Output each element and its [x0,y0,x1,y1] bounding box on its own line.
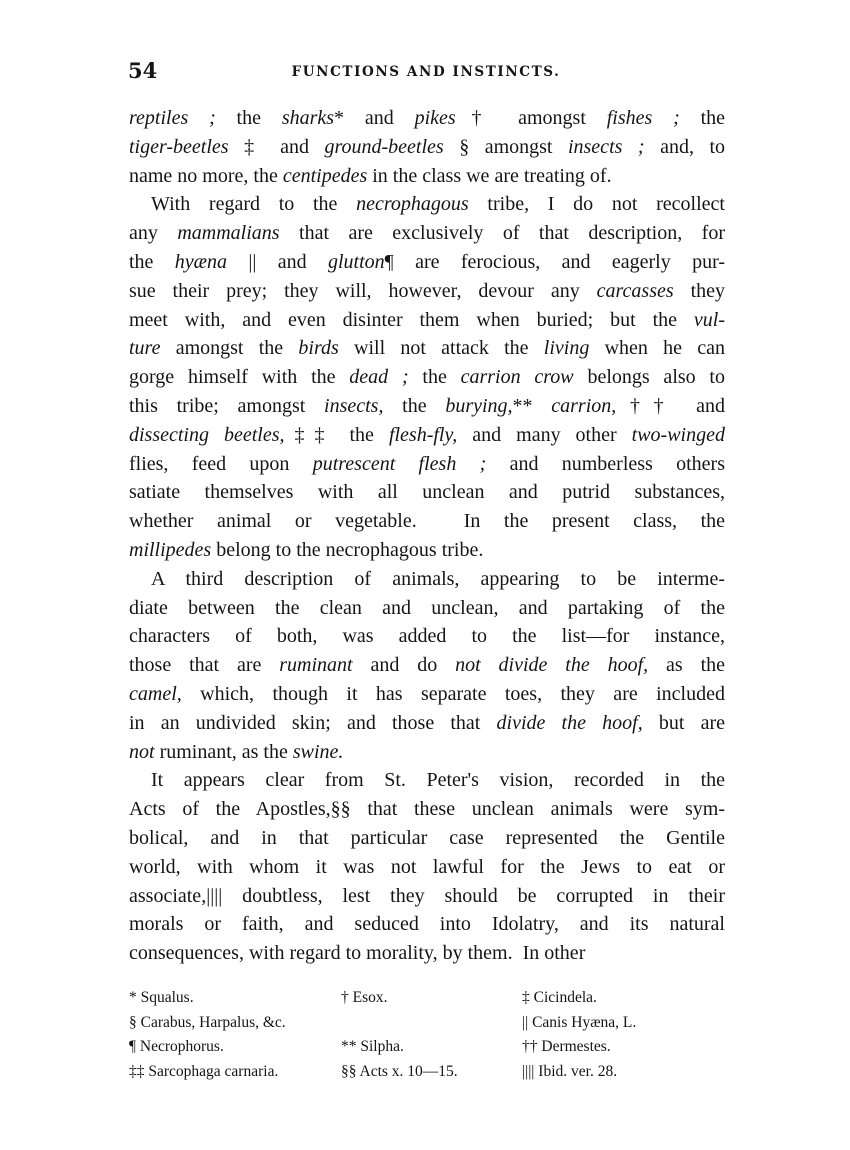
text-run: as the [648,654,725,677]
text-line [129,565,725,594]
italic-text: ruminant [279,654,353,677]
text-run: gorge himself with the [129,366,350,389]
text-run: meet with, and even disinter them when buried; but the [129,308,694,331]
text-run: ruminant, as the [154,740,293,763]
text-run: || and [227,250,328,273]
text-run: in an undivided skin; and those that [129,711,497,734]
italic-text: glutton [327,250,385,273]
footnote: |||| Ibid. ver. 28. [522,1062,618,1080]
italic-text: not divide the hoof, [455,654,649,677]
text-run: diate between the clean and unclean, and partaking of the [129,596,725,619]
italic-text: swine. [292,740,344,763]
text-run: It appears clear from St. Peter's vision, recorded in the [151,769,725,792]
italic-text: burying, [445,394,513,417]
footnote: † Esox. [341,989,388,1006]
text-run: name no more, the [129,164,283,187]
text-run: †† and [616,394,725,417]
footnote: ‡‡ Sarcophaga carnaria. [129,1062,279,1080]
text-line [129,162,725,191]
italic-text: pikes [414,107,456,129]
text-line [129,766,725,795]
footnotes [129,986,725,1084]
text-line [129,594,725,623]
text-line [129,306,725,335]
page-header [128,58,724,88]
italic-text: dissecting beetles, [129,423,285,446]
italic-text: ture [129,337,161,360]
text-run: flies, feed upon [129,452,313,475]
text-run: the [215,107,282,129]
text-run: when he can [589,337,725,360]
text-run: tribe, I do not recollect [468,193,725,216]
footnote: § Carabus, Harpalus, &c. [129,1013,286,1031]
text-run: the [383,394,446,417]
text-run: and, to [644,135,725,158]
text-line [129,363,725,392]
text-line [129,882,725,911]
footnote-row [129,1035,725,1060]
text-run: and many other [457,423,632,446]
footnote: ¶ Necrophorus. [129,1038,224,1055]
italic-text: mammalians [177,222,280,245]
text-line [129,536,725,565]
italic-text: ground-beetles [324,135,444,158]
text-run: they [673,279,726,302]
text-line [129,421,725,450]
text-line [129,680,725,709]
text-run: belong to the necrophagous tribe. [211,538,484,561]
text-run: those that are [129,654,280,677]
text-run: A third description of animals, appearing to be interme- [151,567,725,590]
text-line [129,219,725,248]
text-run: morals or faith, and seduced into Idolatry, and its natural [129,913,725,936]
italic-text: flesh-fly, [388,423,458,446]
text-line [129,277,725,306]
text-run: the [129,250,175,273]
text-run: satiate themselves with all unclean and putrid substances, [129,481,725,504]
text-line [129,853,725,882]
text-run: consequences, with regard to morality, by them. In other [129,942,586,965]
text-run: but are [642,711,726,734]
text-run: the [408,366,461,389]
footnote-row [129,1011,725,1036]
footnote: * Squalus. [129,989,194,1006]
italic-text: carrion crow [460,366,574,389]
text-line [129,104,725,133]
paragraph [129,565,725,767]
paragraph [129,104,725,190]
text-run: world, with whom it was not lawful for the Jews to eat or [129,855,725,878]
text-run: which, though it has separate toes, they are included [181,682,725,705]
paragraph [129,190,725,564]
paragraph [129,766,725,968]
text-line [129,248,725,277]
italic-text: living [543,337,590,360]
text-run: will not attack the [338,337,544,360]
text-line [129,738,725,767]
text-run: that are exclusively of that description, for [279,222,725,245]
text-run: in the class we are treating of. [367,164,612,187]
italic-text: birds [298,337,339,360]
italic-text: millipedes [129,538,212,561]
footnote: || Canis Hyæna, L. [522,1013,637,1031]
italic-text: not [129,740,155,763]
text-run: ¶ are ferocious, and eagerly pur- [384,250,725,273]
italic-text: insects, [324,394,384,417]
text-run: whether animal or vegetable. In the present class, the [129,510,725,533]
text-run: sue their prey; they will, however, devour any [129,279,597,302]
text-line [129,795,725,824]
italic-text: divide the hoof, [496,711,643,734]
footnote: ‡ Cicindela. [522,989,597,1006]
text-run: ‡ and [228,135,325,158]
page-number: 54 [128,58,158,83]
text-line [129,622,725,651]
text-run: † amongst [455,107,607,129]
text-run: associate,|||| doubtless, lest they should be corrupted in their [129,884,725,907]
text-run: bolical, and in that particular case represented the Gentile [129,826,725,849]
text-line [129,450,725,479]
footnote: ** Silpha. [341,1038,404,1055]
text-run: ** [512,394,552,417]
footnote-row [129,986,725,1011]
text-run: With regard to the [151,193,357,216]
italic-text: dead ; [349,366,409,389]
text-line [129,133,725,162]
text-line [129,709,725,738]
italic-text: carrion, [551,394,617,417]
italic-text: fishes ; [606,107,680,129]
italic-text: insects ; [567,135,645,158]
text-run: any [129,222,178,245]
text-run: characters of both, was added to the list—for instance, [129,625,725,648]
italic-text: two-winged [631,423,725,446]
italic-text: reptiles ; [129,107,216,129]
text-run: belongs also to [573,366,725,389]
text-run: the [679,107,726,129]
text-run: this tribe; amongst [129,394,325,417]
italic-text: putrescent flesh ; [312,452,487,475]
text-run: and numberless others [486,452,725,475]
footnote: †† Dermestes. [522,1038,611,1055]
footnote-row [129,1060,725,1085]
text-line [129,478,725,507]
text-line [129,334,725,363]
text-line [129,939,725,968]
italic-text: tiger-beetles [129,135,229,158]
text-run: and do [352,654,456,677]
italic-text: hyæna [174,250,228,273]
text-line [129,392,725,421]
text-line [129,507,725,536]
text-line [129,824,725,853]
text-run: amongst the [160,337,299,360]
running-title: FUNCTIONS AND INSTINCTS. [291,64,561,80]
text-run: ‡‡ the [284,423,389,446]
italic-text: sharks [281,107,335,129]
italic-text: centipedes [282,164,368,187]
footnote: §§ Acts x. 10—15. [341,1062,458,1080]
text-line [129,190,725,219]
italic-text: vul- [693,308,725,331]
italic-text: camel, [129,682,182,705]
italic-text: necrophagous [356,193,469,216]
italic-text: carcasses [596,279,674,302]
text-run: * and [334,107,415,129]
body-text [129,104,725,968]
text-run: Acts of the Apostles,§§ that these unclean animals were sym- [129,798,725,821]
text-line [129,651,725,680]
text-run: § amongst [443,135,568,158]
text-line [129,910,725,939]
